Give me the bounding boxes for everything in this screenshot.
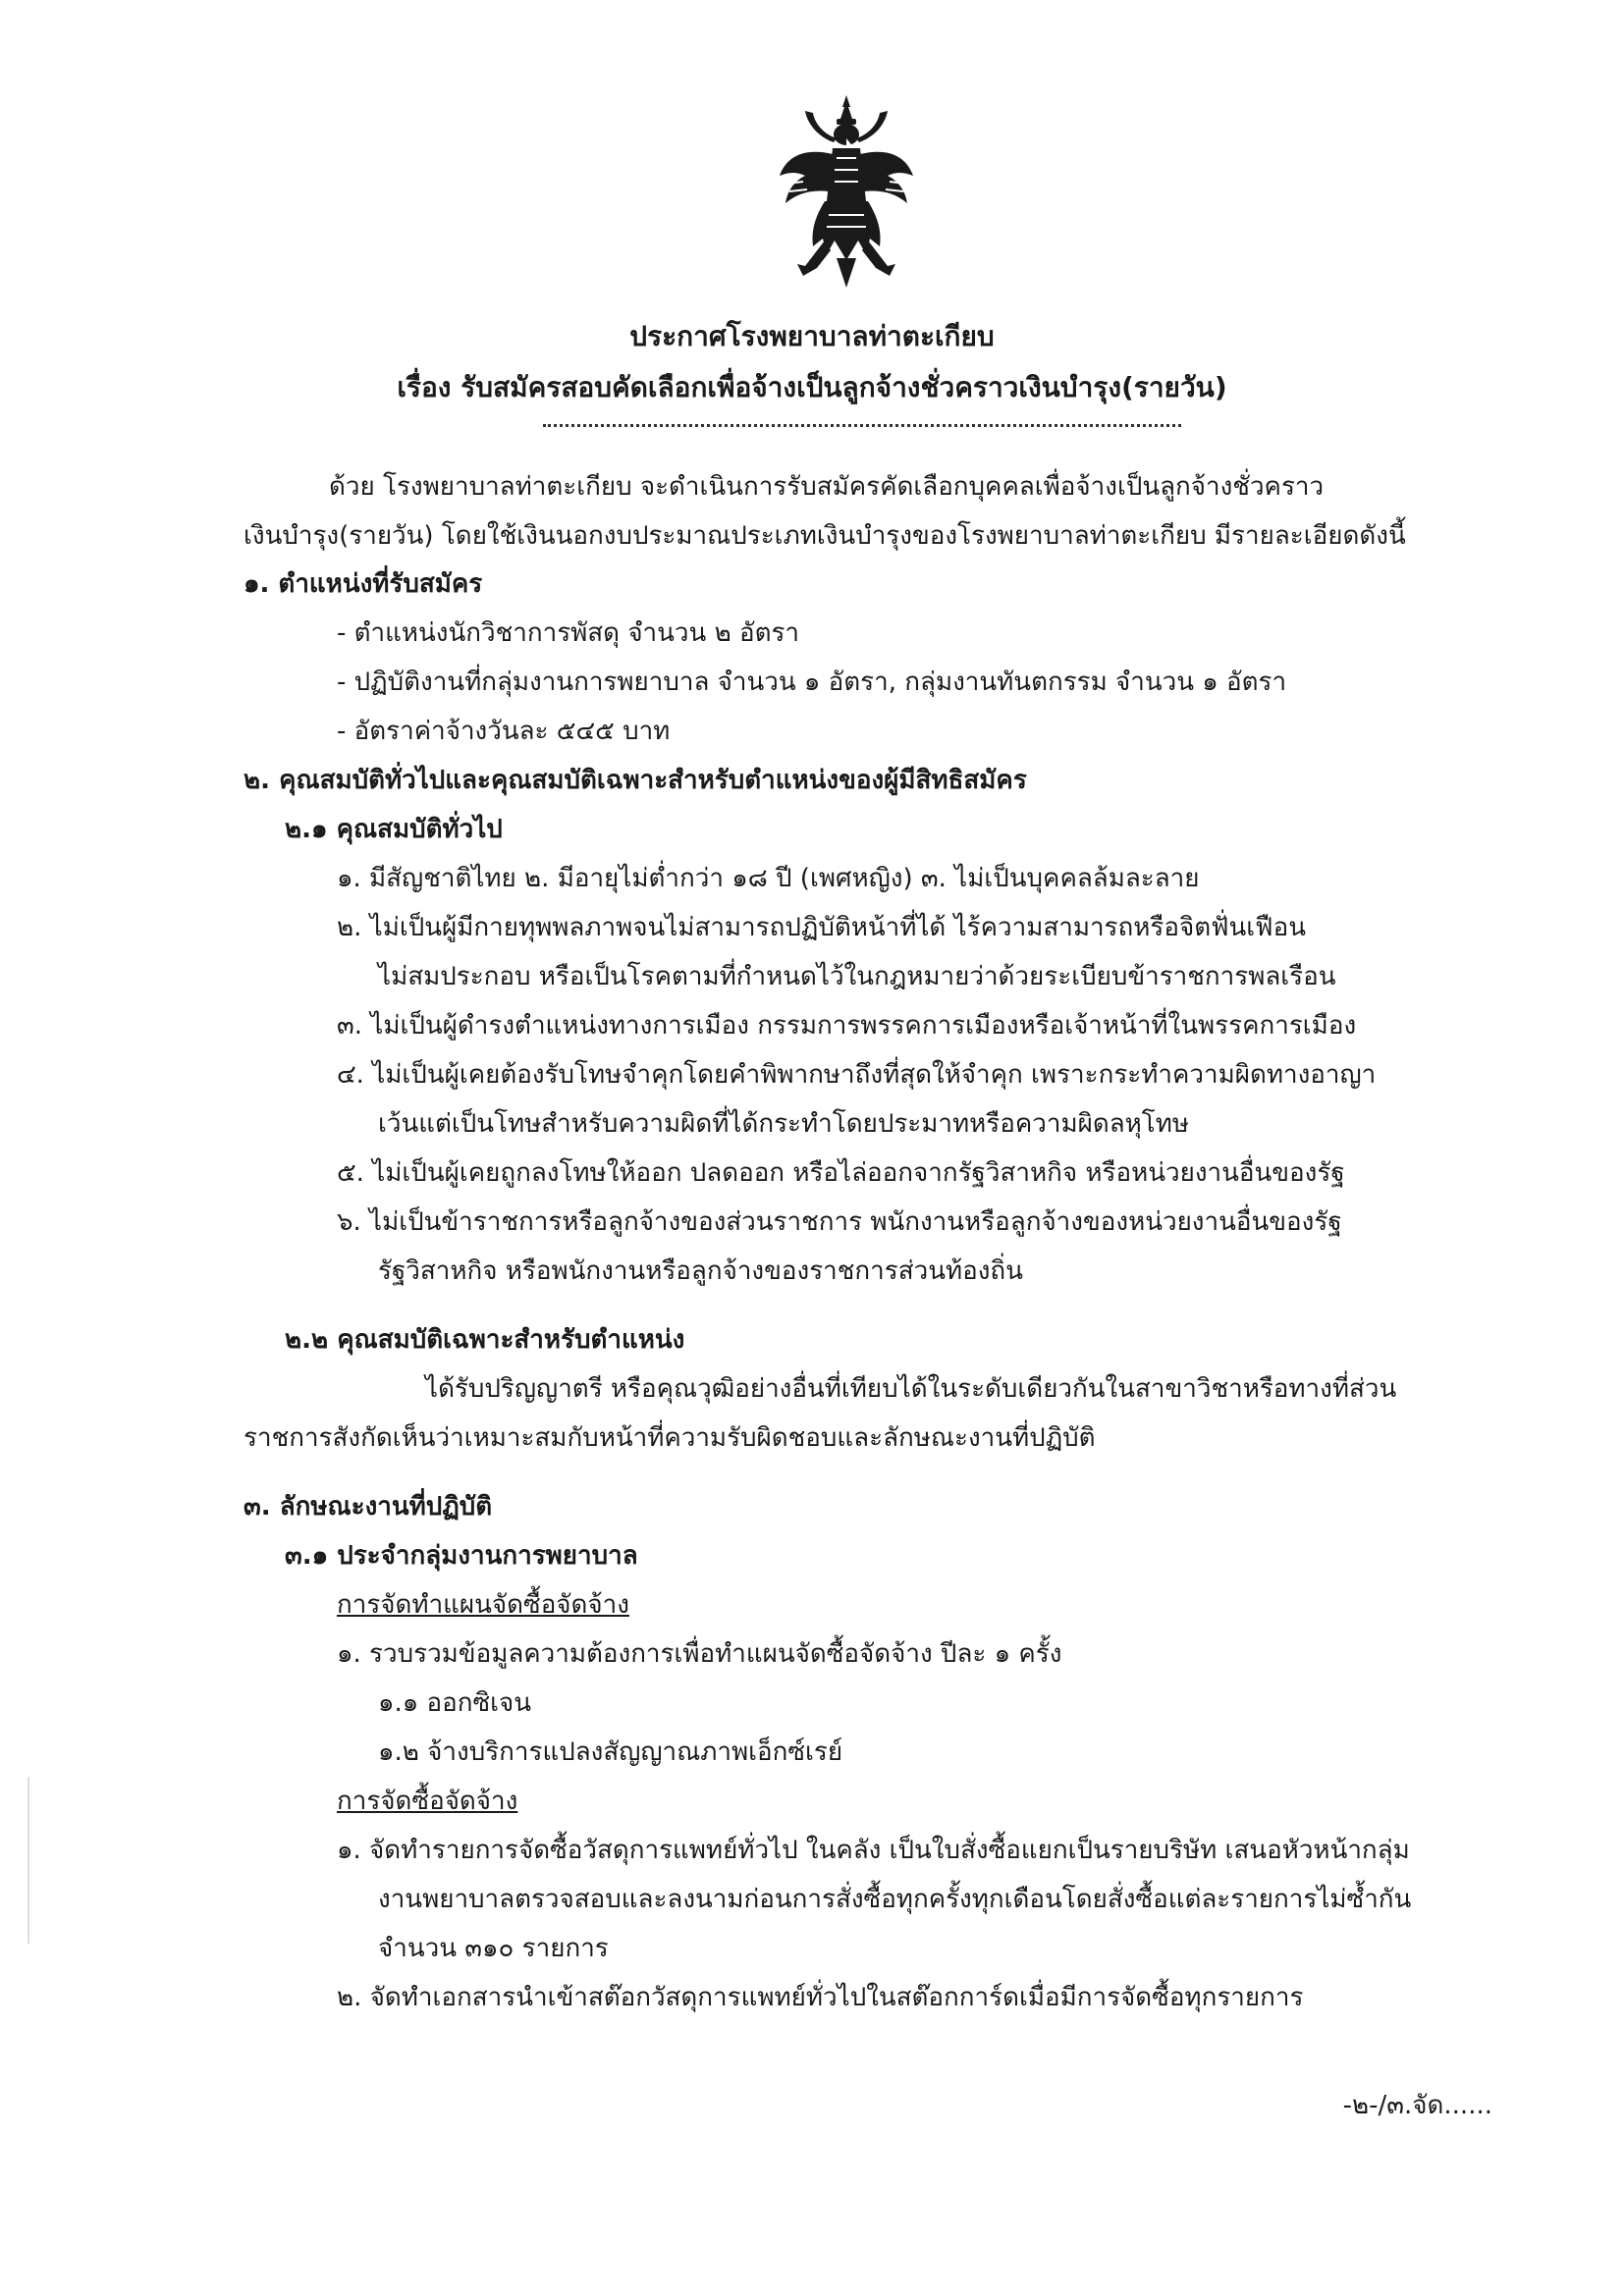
procurement-title: การจัดซื้อจัดจ้าง <box>337 1787 518 1816</box>
list-item-continuation: เว้นแต่เป็นโทษสำหรับความผิดที่ได้กระทำโดยประมาทหรือความผิดลหุโทษ <box>378 1109 1190 1139</box>
list-item-continuation: จำนวน ๓๑๐ รายการ <box>378 1934 609 1963</box>
section-3-1-heading: ๓.๑ ประจำกลุ่มงานการพยาบาล <box>285 1541 638 1571</box>
list-item-continuation: รัฐวิสาหกิจ หรือพนักงานหรือลูกจ้างของราชการส่วนท้องถิ่น <box>378 1256 1023 1286</box>
list-item: ๑. จัดทำรายการจัดซื้อวัสดุการแพทย์ทั่วไป ในคลัง เป็นใบสั่งซื้อแยกเป็นรายบริษัท เสนอหัวหน้ากลุ่ม <box>337 1836 1410 1865</box>
list-item: ๑. มีสัญชาติไทย ๒. มีอายุไม่ต่ำกว่า ๑๘ ปี (เพศหญิง) ๓. ไม่เป็นบุคคลล้มละลาย <box>337 864 1200 893</box>
announcement-subject: เรื่อง รับสมัครสอบคัดเลือกเพื่อจ้างเป็นลูกจ้างชั่วคราวเงินบำรุง(รายวัน) <box>397 371 1227 403</box>
list-item: ๓. ไม่เป็นผู้ดำรงตำแหน่งทางการเมือง กรรมการพรรคการเมืองหรือเจ้าหน้าที่ในพรรคการเมือง <box>337 1011 1357 1041</box>
list-subitem: ๑.๒ จ้างบริการแปลงสัญญาณภาพเอ็กซ์เรย์ <box>378 1737 843 1767</box>
section-2-heading: ๒. คุณสมบัติทั่วไปและคุณสมบัติเฉพาะสำหรับตำแหน่งของผู้มีสิทธิสมัคร <box>244 766 1027 795</box>
list-subitem: ๑.๑ ออกซิเจน <box>378 1688 532 1718</box>
list-item: - ตำแหน่งนักวิชาการพัสดุ จำนวน ๒ อัตรา <box>337 618 800 648</box>
list-item: ๕. ไม่เป็นผู้เคยถูกลงโทษให้ออก ปลดออก หรือไล่ออกจากรัฐวิสาหกิจ หรือหน่วยงานอื่นของรัฐ <box>337 1158 1345 1188</box>
list-item: ๔. ไม่เป็นผู้เคยต้องรับโทษจำคุกโดยคำพิพากษาถึงที่สุดให้จำคุก เพราะกระทำความผิดทางอาญา <box>337 1060 1377 1090</box>
section-1-heading: ๑. ตำแหน่งที่รับสมัคร <box>244 569 483 599</box>
announcement-title: ประกาศโรงพยาบาลท่าตะเกียบ <box>629 320 995 352</box>
list-item: ๖. ไม่เป็นข้าราชการหรือลูกจ้างของส่วนราชการ พนักงานหรือลูกจ้างของหน่วยงานอื่นของรัฐ <box>337 1207 1342 1237</box>
procurement-plan-title: การจัดทำแผนจัดซื้อจัดจ้าง <box>337 1590 629 1620</box>
intro-paragraph-line-2: เงินบำรุง(รายวัน) โดยใช้เงินนอกงบประมาณประเภทเงินบำรุงของโรงพยาบาลท่าตะเกียบ มีรายละเอียดดังนี้ <box>244 521 1406 551</box>
list-item: ๑. รวบรวมข้อมูลความต้องการเพื่อทำแผนจัดซื้อจัดจ้าง ปีละ ๑ ครั้ง <box>337 1639 1062 1669</box>
section-2-1-heading: ๒.๑ คุณสมบัติทั่วไป <box>285 815 503 844</box>
list-item: - ปฏิบัติงานที่กลุ่มงานการพยาบาล จำนวน ๑ อัตรา, กลุ่มงานทันตกรรม จำนวน ๑ อัตรา <box>337 667 1287 697</box>
section-3-heading: ๓. ลักษณะงานที่ปฏิบัติ <box>244 1492 493 1522</box>
dotted-separator <box>543 424 1181 427</box>
garuda-emblem-icon <box>778 93 915 290</box>
list-item: ๒. จัดทำเอกสารนำเข้าสต๊อกวัสดุการแพทย์ทั่วไปในสต๊อกการ์ดเมื่อมีการจัดซื้อทุกรายการ <box>337 1983 1304 2012</box>
qualification-line-2: ราชการสังกัดเห็นว่าเหมาะสมกับหน้าที่ความรับผิดชอบและลักษณะงานที่ปฏิบัติ <box>244 1423 1096 1453</box>
list-item: - อัตราค่าจ้างวันละ ๕๔๕ บาท <box>337 717 671 746</box>
list-item-continuation: ไม่สมประกอบ หรือเป็นโรคตามที่กำหนดไว้ในกฎหมายว่าด้วยระเบียบข้าราชการพลเรือน <box>378 962 1336 991</box>
scan-artifact <box>27 1777 29 1944</box>
section-2-2-heading: ๒.๒ คุณสมบัติเฉพาะสำหรับตำแหน่ง <box>285 1325 685 1355</box>
list-item: ๒. ไม่เป็นผู้มีกายทุพพลภาพจนไม่สามารถปฏิบัติหน้าที่ได้ ไร้ความสามารถหรือจิตฟั่นเฟือน <box>337 913 1306 942</box>
qualification-line-1: ได้รับปริญญาตรี หรือคุณวุฒิอย่างอื่นที่เทียบได้ในระดับเดียวกันในสาขาวิชาหรือทางที่ส่วน <box>425 1374 1397 1404</box>
list-item-continuation: งานพยาบาลตรวจสอบและลงนามก่อนการสั่งซื้อทุกครั้งทุกเดือนโดยสั่งซื้อแต่ละรายการไม่ซ้ำกัน <box>378 1885 1412 1914</box>
intro-paragraph-line-1: ด้วย โรงพยาบาลท่าตะเกียบ จะดำเนินการรับสมัครคัดเลือกบุคคลเพื่อจ้างเป็นลูกจ้างชั่วคราว <box>329 472 1325 502</box>
next-page-reference: -๒-/๓.จัด...... <box>1342 2091 1492 2120</box>
